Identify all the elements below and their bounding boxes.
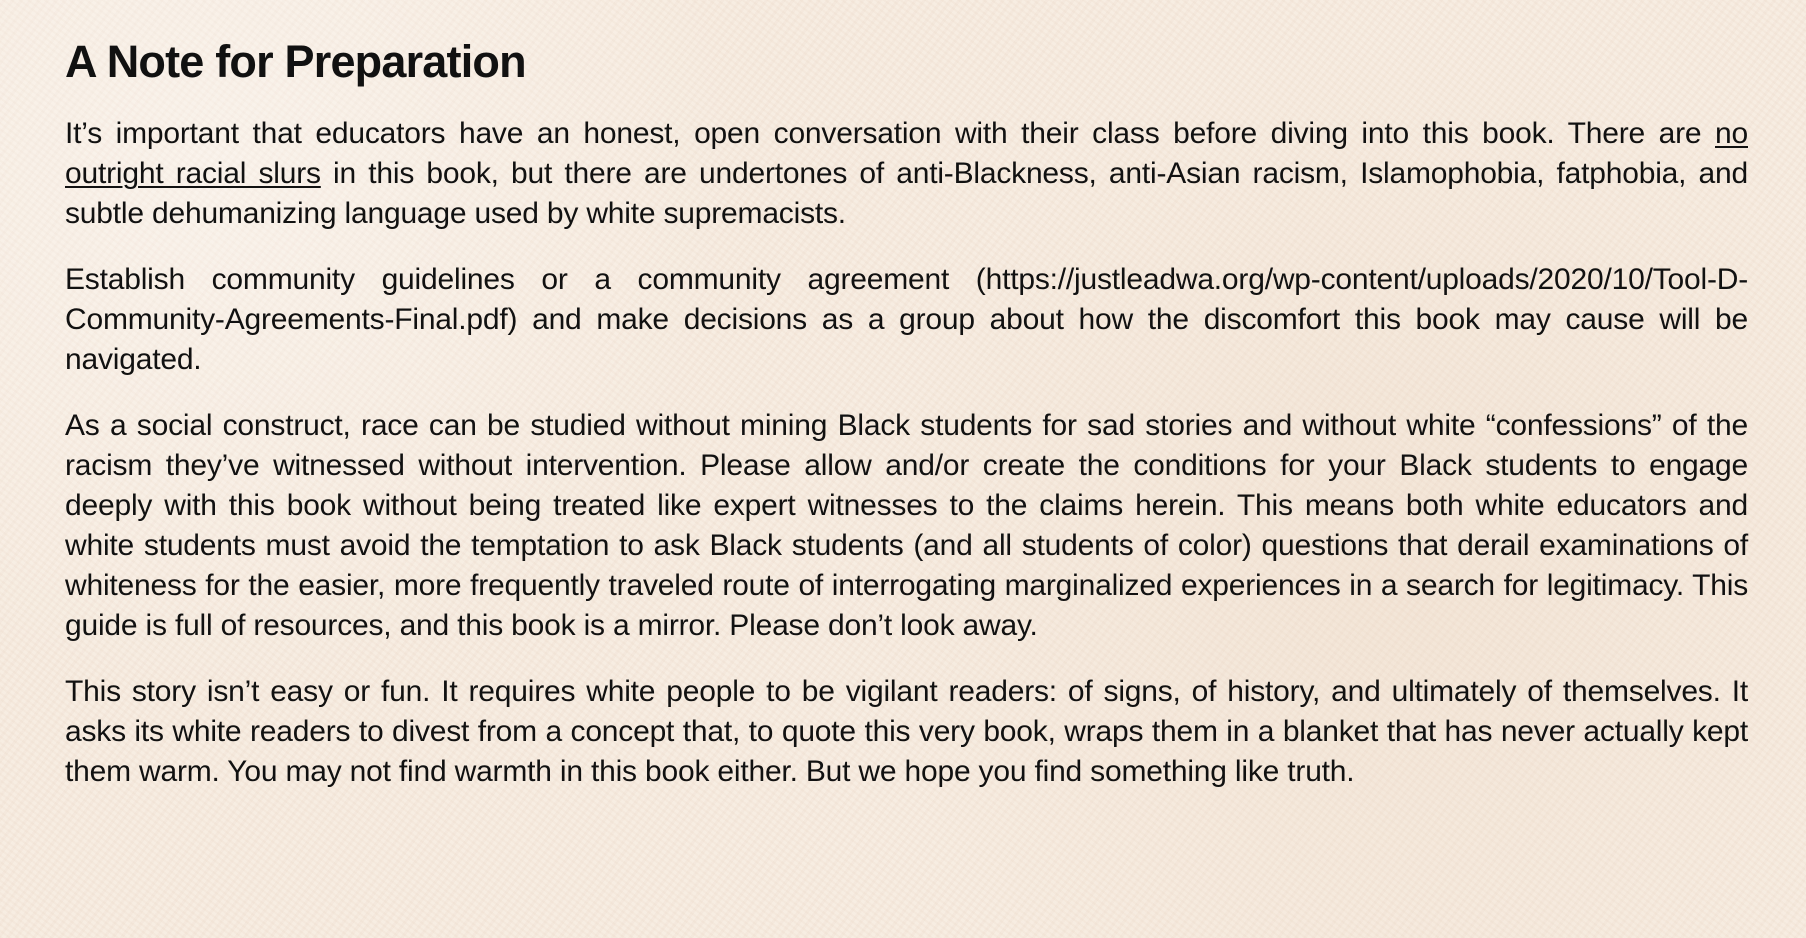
document-page bbox=[65, 30, 1748, 818]
paragraph-closing: This story isn’t easy or fun. It requires white people to be vigilant readers: of signs, of history, and ultimately of themselves. It asks its white readers to divest from a concept that, to quote this very book, wraps them in a blanket that has never actually kept them warm. You may not find warmth in this book either. But we hope you find something like truth. bbox=[65, 675, 1748, 788]
paragraph-social-construct: As a social construct, race can be studied without mining Black students for sad stories and without white “confessions” of the racism they’ve witnessed without intervention. Please allow and/or create the conditions for your Black students to engage deeply with this book without being treated like expert witnesses to the claims herein. This means both white educators and white students must avoid the temptation to ask Black students (and all students of color) questions that derail examinations of whiteness for the easier, more frequently traveled route of interrogating marginalized experiences in a search for legitimacy. This guide is full of resources, and this book is a mirror. Please don’t look away. bbox=[65, 409, 1748, 642]
page-title: A Note for Preparation bbox=[65, 36, 526, 87]
underlined-phrase: no outright racial slurs bbox=[65, 117, 1748, 190]
paragraph-text: in this book, but there are undertones of anti-Blackness, anti-Asian racism, Islamophobia, fatphobia, and subtle dehumanizing language used by white supremacists. bbox=[65, 157, 1748, 230]
paragraph-text: It’s important that educators have an honest, open conversation with their class before diving into this book. There are bbox=[65, 117, 1716, 150]
paragraph-content-warning bbox=[65, 114, 1748, 234]
paragraph-community-guidelines: Establish community guidelines or a community agreement (https://justleadwa.org/wp-content/uploads/2020/10/Tool-D-Community-Agreements-Final.pdf) and make decisions as a group about how the discomfort this book may cause will be navigated. bbox=[65, 263, 1748, 376]
